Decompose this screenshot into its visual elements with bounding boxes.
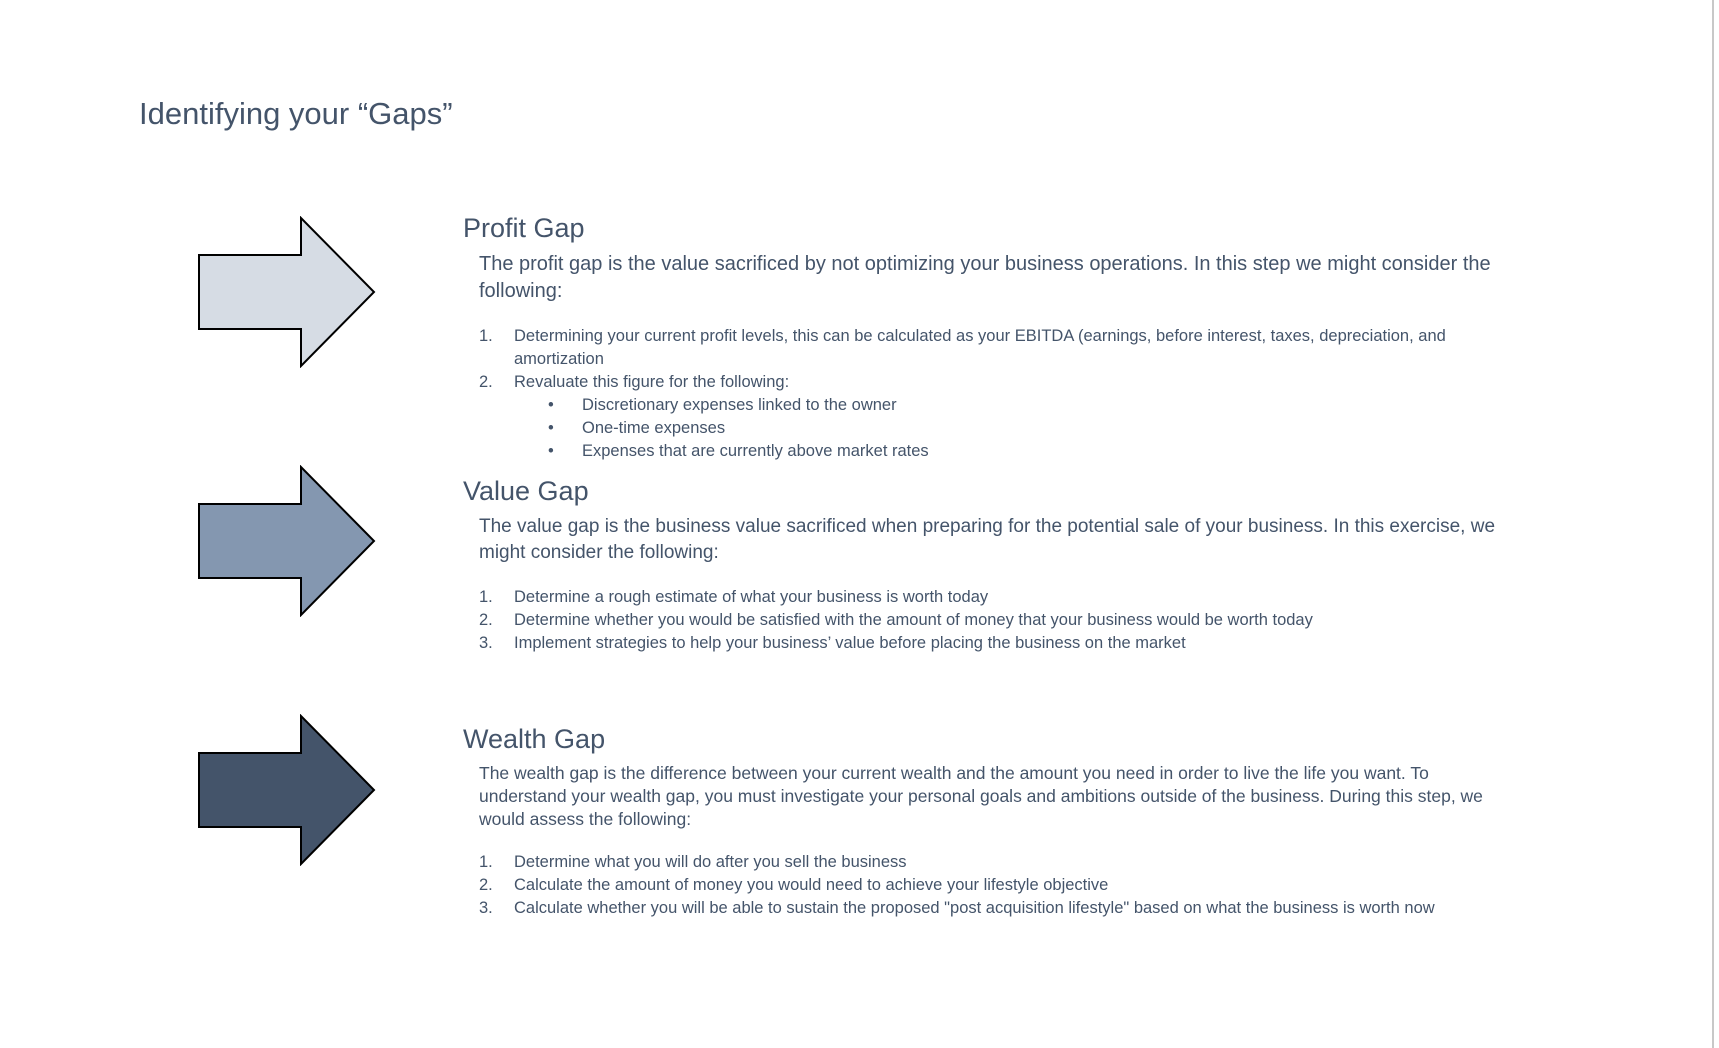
arrow-right-dark-icon [197, 714, 377, 866]
profit-gap-intro: The profit gap is the value sacrificed by not optimizing your business operations. In this step we might consider the following: [479, 253, 1491, 302]
value-gap-steps [479, 586, 1513, 655]
list-item [479, 325, 1513, 371]
profit-gap-section [463, 211, 1513, 463]
profit-gap-bullets [514, 394, 1513, 463]
list-item-text: Revaluate this figure for the following: [514, 373, 790, 391]
list-item-text: Determine a rough estimate of what your business is worth today [514, 588, 989, 606]
list-item [479, 897, 1513, 920]
bullet-item [548, 440, 1513, 463]
list-number: 1. [479, 588, 493, 606]
list-item [479, 874, 1513, 897]
bullet-dot: • [548, 396, 554, 414]
list-item [479, 371, 1513, 463]
bullet-item [548, 394, 1513, 417]
list-number: 3. [479, 634, 493, 652]
list-number: 2. [479, 611, 493, 629]
bullet-dot: • [548, 442, 554, 460]
list-number: 2. [479, 373, 493, 391]
list-number: 1. [479, 853, 493, 871]
list-item [479, 586, 1513, 609]
bullet-dot: • [548, 419, 554, 437]
value-gap-heading: Value Gap [463, 476, 589, 506]
list-item-text: Calculate the amount of money you would need to achieve your lifestyle objective [514, 876, 1109, 894]
list-item-text: Implement strategies to help your business’ value before placing the business on the market [514, 634, 1186, 652]
list-item-text: Determine what you will do after you sell the business [514, 853, 907, 871]
value-gap-intro: The value gap is the business value sacrificed when preparing for the potential sale of your business. In this exercise, we might consider the following: [479, 516, 1496, 563]
profit-gap-steps [479, 325, 1513, 463]
list-item-text: Determining your current profit levels, this can be calculated as your EBITDA (earnings, before interest, taxes, depreciation, and amortization [514, 327, 1446, 368]
profit-gap-heading: Profit Gap [463, 213, 585, 243]
page-title: Identifying your “Gaps” [139, 96, 453, 131]
list-item-text: Determine whether you would be satisfied with the amount of money that your business would be worth today [514, 611, 1313, 629]
page-edge-divider [1712, 0, 1714, 1048]
wealth-gap-section [463, 722, 1513, 920]
arrow-right-light-icon [197, 216, 377, 368]
list-number: 3. [479, 899, 493, 917]
bullet-item-text: Expenses that are currently above market rates [582, 442, 929, 460]
list-item-text: Calculate whether you will be able to sustain the proposed "post acquisition lifestyle" based on what the business is worth now [514, 899, 1435, 917]
list-item [479, 632, 1513, 655]
bullet-item-text: Discretionary expenses linked to the owner [582, 396, 897, 414]
list-number: 1. [479, 327, 493, 345]
bullet-item-text: One-time expenses [582, 419, 726, 437]
value-gap-section [463, 474, 1513, 655]
list-number: 2. [479, 876, 493, 894]
wealth-gap-intro: The wealth gap is the difference between your current wealth and the amount you need in order to live the life you want. To understand your wealth gap, you must investigate your personal goals and ambitions outside of the business. During this step, we would assess the following: [479, 763, 1483, 829]
list-item [479, 609, 1513, 632]
arrow-right-medium-icon [197, 465, 377, 617]
bullet-item [548, 417, 1513, 440]
wealth-gap-steps [479, 851, 1513, 920]
wealth-gap-heading: Wealth Gap [463, 724, 606, 754]
list-item [479, 851, 1513, 874]
